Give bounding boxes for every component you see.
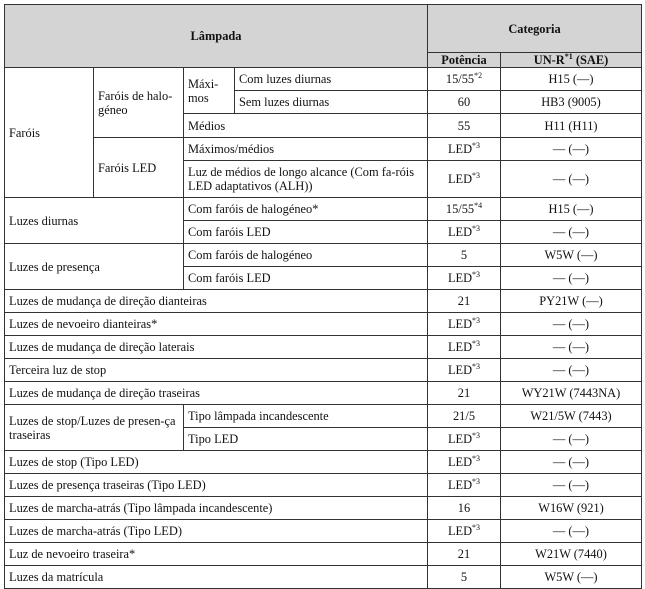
row-label: Sem luzes diurnas [235, 91, 428, 114]
row-code: H15 (—) [501, 68, 642, 91]
row-power: 5 [428, 244, 501, 267]
row-power: 15/55$^{*2}$ [428, 68, 501, 91]
group-farois-led: Faróis LED [94, 138, 184, 198]
row-power: LED$^{*3}$ [428, 161, 501, 198]
row-code: — (—) [501, 161, 642, 198]
row-code: — (—) [501, 520, 642, 543]
table-row [5, 474, 642, 497]
row-code: H15 (—) [501, 198, 642, 221]
row-power: 21 [428, 290, 501, 313]
row-label: Médios [184, 114, 428, 138]
group-farois-halogeneo: Faróis de halo-géneo [94, 68, 184, 138]
row-power: LED$^{*3}$ [428, 138, 501, 161]
row-power: LED$^{*3}$ [428, 336, 501, 359]
row-code: — (—) [501, 428, 642, 451]
row-power: LED$^{*3}$ [428, 267, 501, 290]
row-power: LED$^{*3}$ [428, 313, 501, 336]
row-code: W21/5W (7443) [501, 405, 642, 428]
row-label: Luzes de marcha-atrás (Tipo LED) [5, 520, 428, 543]
header-un-r: UN-R [533, 53, 565, 67]
row-code: WY21W (7443NA) [501, 382, 642, 405]
row-code: W21W (7440) [501, 543, 642, 566]
table-row [5, 382, 642, 405]
row-code: — (—) [501, 336, 642, 359]
row-label: Luz de médios de longo alcance (Com fa-róis LED adaptativos (ALH)) [184, 161, 428, 198]
row-code: H11 (H11) [501, 114, 642, 138]
group-farois: Faróis [5, 68, 94, 198]
row-code: — (—) [501, 313, 642, 336]
table-row [5, 497, 642, 520]
table-row [5, 451, 642, 474]
header-potencia: Potência [428, 53, 501, 68]
row-label: Com faróis de halogéneo [184, 244, 428, 267]
row-power: LED$^{*3}$ [428, 451, 501, 474]
row-code: W5W (—) [501, 566, 642, 589]
row-label: Tipo lâmpada incandescente [184, 405, 428, 428]
row-code: — (—) [501, 359, 642, 382]
row-power: 15/55$^{*4}$ [428, 198, 501, 221]
row-label: Com luzes diurnas [235, 68, 428, 91]
bulb-specification-table [4, 4, 642, 589]
row-code: HB3 (9005) [501, 91, 642, 114]
row-label: Terceira luz de stop [5, 359, 428, 382]
row-label: Luzes de marcha-atrás (Tipo lâmpada incandescente) [5, 497, 428, 520]
row-code: — (—) [501, 474, 642, 497]
header-sae: (SAE) [572, 53, 609, 67]
row-code: — (—) [501, 138, 642, 161]
row-label: Com faróis de halogéneo* [184, 198, 428, 221]
group-stop-presenca-traseiras: Luzes de stop/Luzes de presen-ça traseiras [5, 405, 184, 451]
row-power: 55 [428, 114, 501, 138]
row-power: 5 [428, 566, 501, 589]
row-label: Luzes de mudança de direção dianteiras [5, 290, 428, 313]
row-code: W16W (921) [501, 497, 642, 520]
row-label: Luzes de mudança de direção laterais [5, 336, 428, 359]
table-row [5, 336, 642, 359]
table-row [5, 520, 642, 543]
row-power: LED$^{*3}$ [428, 520, 501, 543]
header-lampada: Lâmpada [5, 5, 428, 68]
table-row [5, 566, 642, 589]
table-row [5, 198, 642, 221]
group-luzes-diurnas: Luzes diurnas [5, 198, 184, 244]
row-code: — (—) [501, 267, 642, 290]
row-power: 21 [428, 543, 501, 566]
table-row [5, 244, 642, 267]
row-power: LED$^{*3}$ [428, 474, 501, 497]
row-label: Luzes de stop (Tipo LED) [5, 451, 428, 474]
row-label: Com faróis LED [184, 221, 428, 244]
row-code: — (—) [501, 451, 642, 474]
row-power: 16 [428, 497, 501, 520]
row-label: Com faróis LED [184, 267, 428, 290]
header-un-r-sae [501, 53, 642, 68]
row-code: W5W (—) [501, 244, 642, 267]
row-power: 21/5 [428, 405, 501, 428]
table-row [5, 313, 642, 336]
row-power: LED$^{*3}$ [428, 221, 501, 244]
group-luzes-presenca: Luzes de presença [5, 244, 184, 290]
table-row [5, 405, 642, 428]
row-power: LED$^{*3}$ [428, 359, 501, 382]
row-label: Luz de nevoeiro traseira* [5, 543, 428, 566]
header-un-r-note: *1 [564, 52, 573, 61]
table-row [5, 290, 642, 313]
table-row [5, 138, 642, 161]
row-label: Luzes de presença traseiras (Tipo LED) [5, 474, 428, 497]
group-maximos: Máxi-mos [184, 68, 235, 114]
row-code: PY21W (—) [501, 290, 642, 313]
row-label: Tipo LED [184, 428, 428, 451]
row-label: Máximos/médios [184, 138, 428, 161]
row-power: 21 [428, 382, 501, 405]
table-row [5, 359, 642, 382]
table-row [5, 68, 642, 91]
row-power: 60 [428, 91, 501, 114]
row-label: Luzes de mudança de direção traseiras [5, 382, 428, 405]
row-label: Luzes de nevoeiro dianteiras* [5, 313, 428, 336]
row-label: Luzes da matrícula [5, 566, 428, 589]
row-code: — (—) [501, 221, 642, 244]
row-power: LED$^{*3}$ [428, 428, 501, 451]
header-categoria: Categoria [428, 5, 642, 53]
table-row [5, 543, 642, 566]
